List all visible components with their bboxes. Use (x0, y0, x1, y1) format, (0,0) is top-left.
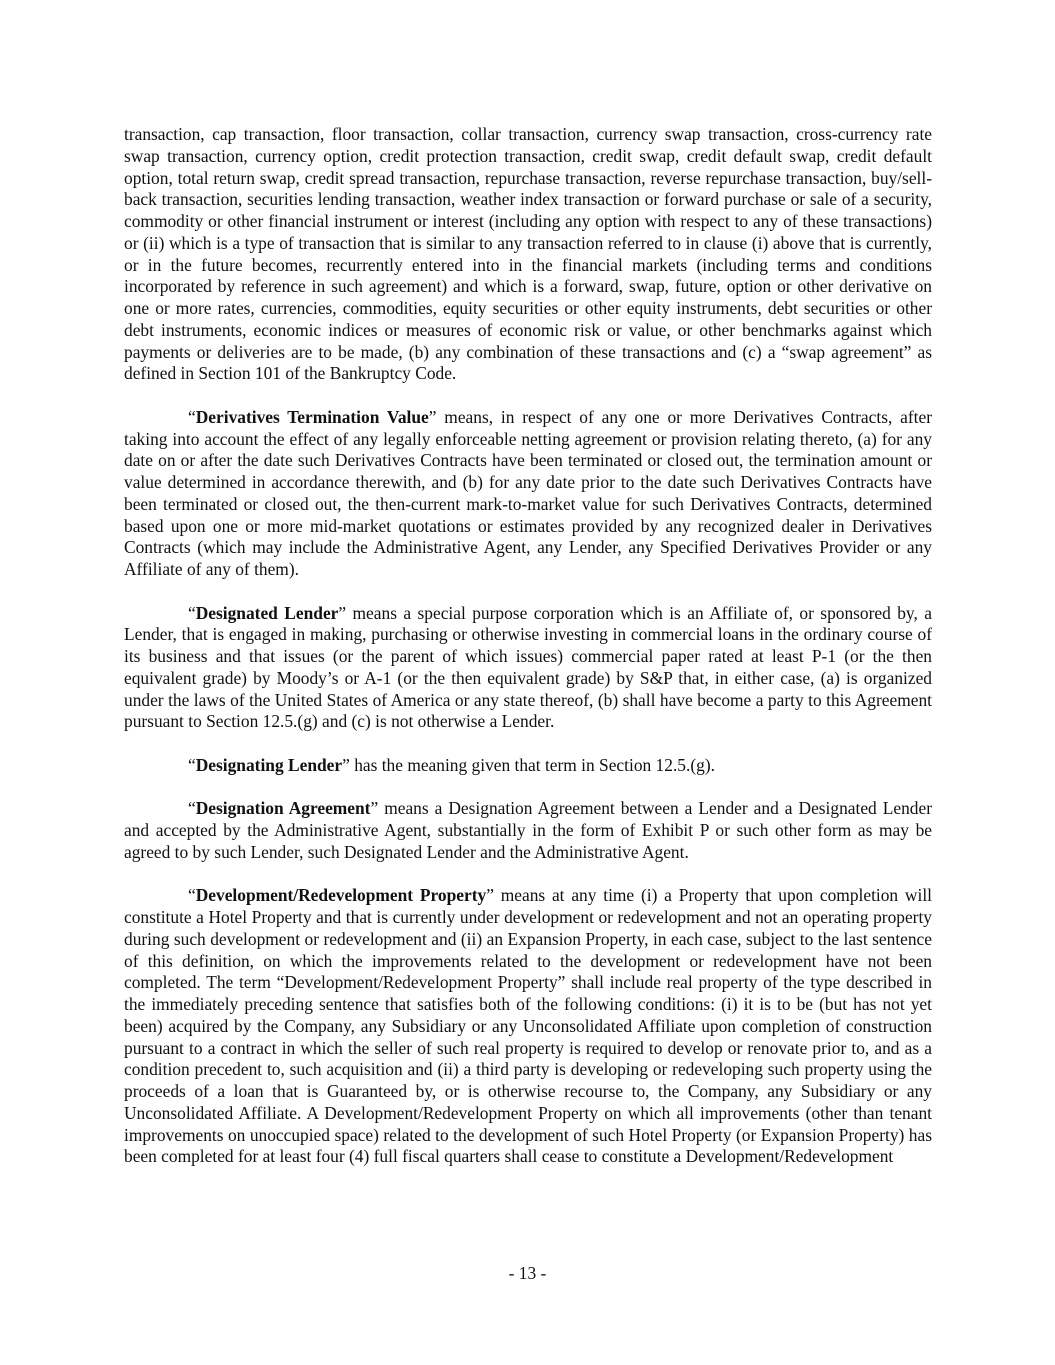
definition-text: ” means a special purpose corporation which is an Affiliate of, or sponsored by, a Lender, that is engaged in making, purchasing or otherwise investing in commercial loans in the ordinary course of its business and that issues (or the parent of which issues) commercial paper rated at least P-1 (or the then equivalent grade) by Moody’s or A-1 (or the then equivalent grade) by S&P that, in either case, (a) is organized under the laws of the United States of America or any state thereof, (b) shall have become a party to this Agreement pursuant to Section 12.5.(g) and (c) is not otherwise a Lender. (124, 602, 932, 732)
page-number: - 13 - (508, 1263, 547, 1283)
paragraph-continuation (124, 124, 932, 385)
open-quote: “ (188, 406, 196, 427)
open-quote: “ (188, 754, 196, 775)
paragraph-text: transaction, cap transaction, floor transaction, collar transaction, currency swap transaction, cross-currency rate swap transaction, currency option, credit protection transaction, credit swap, credit default swap, credit default option, total return swap, credit spread transaction, repurchase transaction, reverse repurchase transaction, buy/sell-back transaction, securities lending transaction, weather index transaction or forward purchase or sale of a security, commodity or other financial instrument or interest (including any option with respect to any of these transactions) or (ii) which is a type of transaction that is similar to any transaction referred to in clause (i) above that is currently, or in the future becomes, recurrently entered into in the financial markets (including terms and conditions incorporated by reference in such agreement) and which is a forward, swap, future, option or other derivative on one or more rates, currencies, commodities, equity securities or other equity instruments, debt securities or other debt instruments, economic indices or measures of economic risk or value, or other benchmarks against which payments or deliveries are to be made, (b) any combination of these transactions and (c) a “swap agreement” as defined in Section 101 of the Bankruptcy Code. (124, 124, 932, 384)
defined-term: Designating Lender (195, 754, 343, 775)
definition-designation-agreement (124, 798, 932, 863)
definition-development-redevelopment-property (124, 885, 932, 1168)
defined-term: Designation Agreement (195, 798, 371, 819)
definition-text: ” has the meaning given that term in Section 12.5.(g). (342, 754, 715, 775)
document-body (124, 124, 932, 1190)
definition-text: ” means at any time (i) a Property that upon completion will constitute a Hotel Property and that is currently under development or redevelopment and not an operating property during such development or redevelopment and (ii) an Expansion Property, in each case, subject to the last sentence of this definition, on which the improvements related to the development or redevelopment have not been completed. The term “Development/Redevelopment Property” shall include real property of the type described in the immediately preceding sentence that satisfies both of the following conditions: (i) it is to be (but has not yet been) acquired by the Company, any Subsidiary or any Unconsolidated Affiliate upon completion of construction pursuant to a contract in which the seller of such real property is required to develop or renovate prior to, and as a condition precedent to, such acquisition and (ii) a third party is developing or redeveloping such property using the proceeds of a loan that is Guaranteed by, or is otherwise recourse to, the Company, any Subsidiary or any Unconsolidated Affiliate. A Development/Redevelopment Property on which all improvements (other than tenant improvements on unoccupied space) related to the development of such Hotel Property (or Expansion Property) has been completed for at least four (4) full fiscal quarters shall cease to constitute a Development/Redevelopment (124, 885, 932, 1167)
definition-text: ” means a Designation Agreement between a Lender and a Designated Lender and accepted by the Administrative Agent, substantially in the form of Exhibit P or such other form as may be agreed to by such Lender, such Designated Lender and the Administrative Agent. (124, 798, 932, 862)
defined-term: Derivatives Termination Value (195, 406, 429, 427)
open-quote: “ (188, 602, 196, 623)
definition-designating-lender (124, 755, 932, 777)
defined-term: Development/Redevelopment Property (195, 885, 487, 906)
definition-text: ” means, in respect of any one or more Derivatives Contracts, after taking into account the effect of any legally enforceable netting agreement or provision relating thereto, (a) for any date on or after the date such Derivatives Contracts have been terminated or closed out, the termination amount or value determined in accordance therewith, and (b) for any date prior to the date such Derivatives Contracts have been terminated or closed out, the then-current mark-to-market value for such Derivatives Contracts, determined based upon one or more mid-market quotations or estimates provided by any recognized dealer in Derivatives Contracts (which may include the Administrative Agent, any Lender, any Specified Derivatives Provider or any Affiliate of any of them). (124, 406, 932, 579)
open-quote: “ (188, 885, 196, 906)
definition-designated-lender (124, 603, 932, 734)
defined-term: Designated Lender (195, 602, 339, 623)
definition-derivatives-termination-value (124, 407, 932, 581)
open-quote: “ (188, 798, 196, 819)
